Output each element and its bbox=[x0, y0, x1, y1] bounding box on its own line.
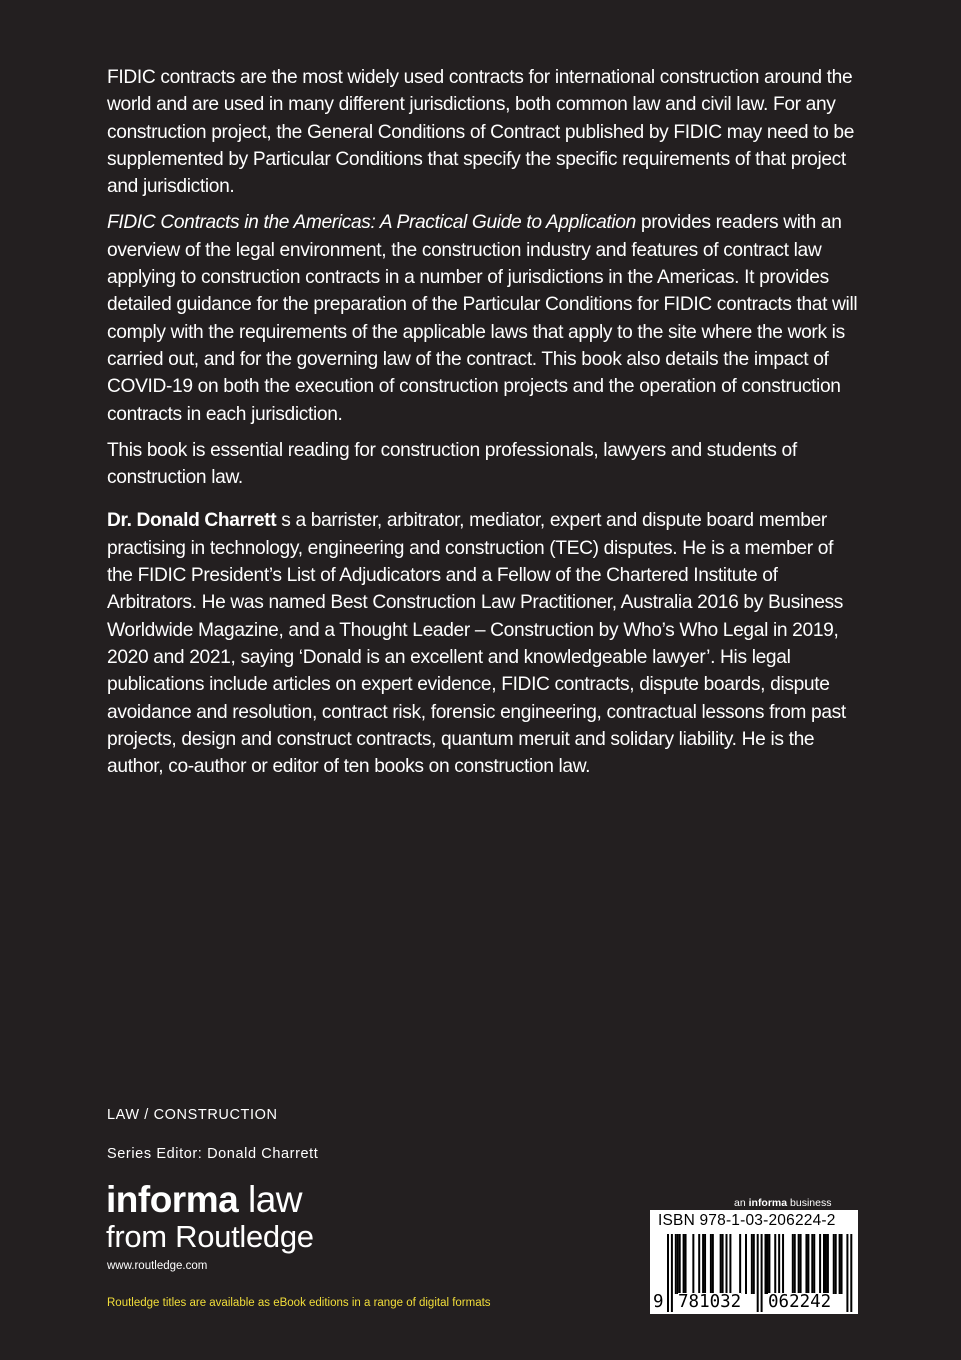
barcode-bar bbox=[774, 1234, 776, 1294]
barcode-bar bbox=[846, 1234, 848, 1312]
author-bio bbox=[107, 507, 859, 780]
publisher-website[interactable]: www.routledge.com bbox=[107, 1260, 208, 1272]
barcode-bar bbox=[794, 1234, 796, 1294]
barcode-bar bbox=[766, 1234, 768, 1294]
barcode-bar bbox=[768, 1234, 770, 1294]
barcode-bar bbox=[839, 1234, 841, 1294]
barcode-bar bbox=[753, 1234, 755, 1294]
barcode-bar bbox=[819, 1234, 821, 1294]
barcode-bar bbox=[720, 1234, 722, 1294]
ebook-note: Routledge titles are available as eBook editions in a range of digital formats bbox=[107, 1297, 491, 1309]
barcode-bar bbox=[685, 1234, 687, 1294]
barcode-bar bbox=[850, 1234, 852, 1312]
barcode-bar bbox=[722, 1234, 724, 1294]
barcode-bar bbox=[813, 1234, 815, 1294]
barcode-bar bbox=[825, 1234, 827, 1294]
barcode-bar bbox=[667, 1234, 669, 1312]
barcode-bar bbox=[683, 1234, 685, 1294]
author-bio-text: s a barrister, arbitrator, mediator, expert and dispute board member practising in technology, engineering and construction (TEC) disputes. He is a member of the FIDIC President’s List of Adjudicators and a Fellow of the Chartered Institute of Arbitrators. He was named Best Construction Law Practitioner, Australia 2016 by Business Worldwide Magazine, and a Thought Leader – Construction by Who’s Who Legal in 2019, 2020 and 2021, saying ‘Donald is an excellent and knowledgeable lawyer’. His legal publications include articles on expert evidence, FIDIC contracts, dispute boards, dispute avoidance and resolution, contract risk, forensic engineering, contractual lessons from past projects, design and construct contracts, quantum meruit and solidary liability. He is the author, co-author or editor of ten books on construction law. bbox=[107, 510, 846, 778]
back-cover-blurb bbox=[107, 64, 859, 789]
barcode-lead-digit: 9 bbox=[653, 1292, 664, 1312]
barcode-bar bbox=[833, 1234, 835, 1294]
barcode-bar bbox=[704, 1234, 706, 1294]
barcode-bar bbox=[807, 1234, 809, 1294]
barcode-bar bbox=[698, 1234, 700, 1294]
barcode-bar bbox=[792, 1234, 794, 1294]
barcode-bar bbox=[671, 1234, 673, 1312]
isbn-text: ISBN 978-1-03-206224-2 bbox=[658, 1212, 836, 1229]
parent-informa: informa bbox=[748, 1197, 788, 1209]
logo-informa: informa bbox=[106, 1179, 239, 1220]
book-title: FIDIC Contracts in the Americas: A Practical Guide to Application bbox=[107, 212, 636, 234]
barcode-bar bbox=[811, 1234, 813, 1294]
barcode-bar bbox=[710, 1234, 712, 1294]
barcode-bar bbox=[751, 1234, 753, 1294]
series-editor: Series Editor: Donald Charrett bbox=[107, 1146, 319, 1162]
barcode-bar bbox=[739, 1234, 741, 1294]
logo-law: law bbox=[238, 1179, 302, 1220]
parent-company-note bbox=[734, 1197, 831, 1209]
barcode-bar bbox=[745, 1234, 747, 1294]
barcode-bar bbox=[712, 1234, 714, 1294]
barcode-bar bbox=[726, 1234, 728, 1294]
barcode-bar bbox=[835, 1234, 837, 1294]
barcode-bar bbox=[798, 1234, 800, 1294]
author-name: Dr. Donald Charrett bbox=[107, 510, 277, 532]
barcode-bar bbox=[757, 1234, 759, 1312]
barcode-bar bbox=[827, 1234, 829, 1294]
publisher-logo bbox=[106, 1180, 314, 1254]
barcode-bar bbox=[765, 1234, 767, 1294]
barcode-bar bbox=[692, 1234, 694, 1294]
blurb-paragraph-3: This book is essential reading for construction professionals, lawyers and students of construction law. bbox=[107, 439, 797, 489]
barcode-bar bbox=[729, 1234, 731, 1294]
barcode-bar bbox=[841, 1234, 843, 1294]
logo-line-2: from Routledge bbox=[106, 1219, 314, 1254]
blurb-paragraph-2-text: provides readers with an overview of the legal environment, the construction industry and features of contract law applying to construction contracts in a number of jurisdictions in the Americas. It provides detailed guidance for the preparation of the Particular Conditions for FIDIC contracts that will comply with the requirements of the applicable laws that apply to the site where the work is carried out, and for the governing law of the contract. This book also details the impact of COVID-19 on both the execution of construction projects and the operation of construction contracts in each jurisdiction. bbox=[107, 212, 858, 425]
barcode-bar bbox=[823, 1234, 825, 1294]
parent-suffix: business bbox=[787, 1197, 832, 1209]
subject-category: LAW / CONSTRUCTION bbox=[107, 1107, 278, 1123]
blurb-paragraph-2 bbox=[107, 209, 859, 427]
barcode-bar bbox=[805, 1234, 807, 1294]
barcode-left-digits: 781032 bbox=[678, 1292, 742, 1312]
barcode-right-digits: 062242 bbox=[768, 1292, 832, 1312]
barcode-bar bbox=[800, 1234, 802, 1294]
barcode-bar bbox=[679, 1234, 681, 1294]
barcode-bar bbox=[761, 1234, 763, 1312]
parent-prefix: an bbox=[734, 1197, 749, 1209]
barcode-bar bbox=[675, 1234, 677, 1294]
logo-line-1 bbox=[106, 1180, 314, 1220]
barcode-bar bbox=[702, 1234, 704, 1294]
barcode-bar bbox=[782, 1234, 784, 1294]
barcode-bar bbox=[778, 1234, 780, 1294]
isbn-barcode bbox=[650, 1210, 858, 1314]
blurb-paragraph-1: FIDIC contracts are the most widely used contracts for international construction around the world and are used in many different jurisdictions, both common law and civil law. For any construction project, the General Conditions of Contract published by FIDIC may need to be supplemented by Particular Conditions that specify the specific requirements of that project and jurisdiction. bbox=[107, 67, 855, 198]
barcode-bar bbox=[677, 1234, 679, 1294]
